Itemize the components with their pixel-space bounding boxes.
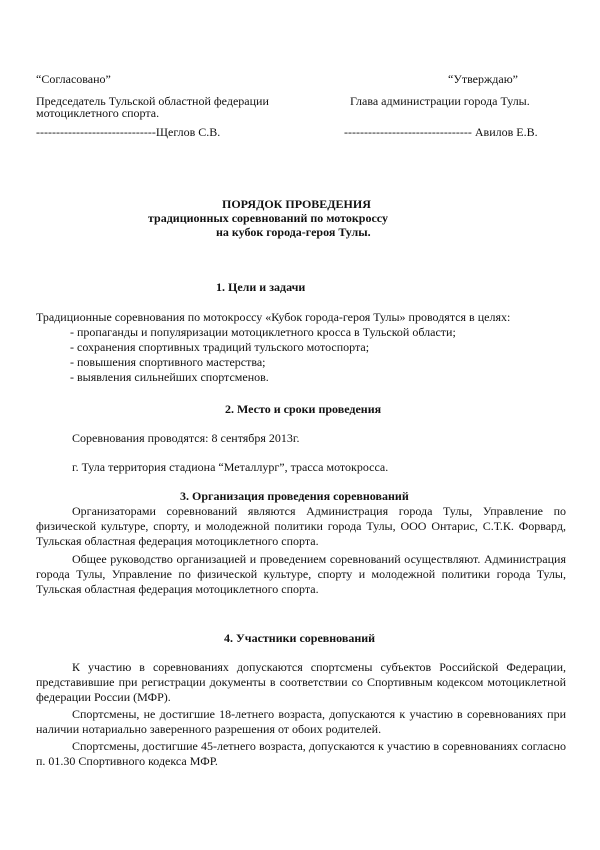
- approval-left-role-2: мотоциклетного спорта.: [36, 106, 160, 120]
- section-4-paragraph-3: Спортсмены, достигшие 45-летнего возраста, допускаются к участию в соревнованиях согласно п. 01.30 Спортивного кодекса МФР.: [36, 739, 566, 768]
- document-subtitle-2: на кубок города-героя Тулы.: [216, 225, 371, 239]
- section-3-body: [36, 504, 566, 597]
- section-2-place: г. Тула территория стадиона “Металлург”, трасса мотокросса.: [72, 460, 389, 474]
- approval-left-signature: ------------------------------Щеглов С.В.: [36, 125, 221, 139]
- list-item: - повышения спортивного мастерства;: [70, 355, 266, 369]
- approval-right-title: “Утверждаю”: [448, 72, 519, 86]
- approval-right-role: Глава администрации города Тулы.: [350, 94, 530, 108]
- document-title: ПОРЯДОК ПРОВЕДЕНИЯ: [222, 197, 371, 211]
- section-3-heading: 3. Организация проведения соревнований: [180, 489, 409, 503]
- section-4-heading: 4. Участники соревнований: [224, 631, 376, 645]
- section-2-heading: 2. Место и сроки проведения: [225, 402, 382, 416]
- document-subtitle-1: традиционных соревнований по мотокроссу: [148, 211, 388, 225]
- section-1-list: [70, 325, 456, 385]
- approval-left-title: “Согласовано”: [36, 72, 111, 86]
- section-1-intro: Традиционные соревнования по мотокроссу «Кубок города-героя Тулы» проводятся в целях:: [36, 310, 511, 324]
- section-4-paragraph-1: К участию в соревнованиях допускаются спортсмены субъектов Российской Федерации, представившие при регистрации документы в соответствии со Спортивным кодексом мотоциклетной федерации России (МФР).: [36, 660, 566, 704]
- section-1-heading: 1. Цели и задачи: [216, 280, 306, 294]
- list-item: - пропаганды и популяризации мотоциклетного кросса в Тульской области;: [70, 325, 456, 339]
- section-4-paragraph-2: Спортсмены, не достигшие 18-летнего возраста, допускаются к участию в соревнованиях при наличии нотариально заверенного разрешения от обоих родителей.: [36, 707, 566, 736]
- list-item: - выявления сильнейших спортсменов.: [70, 370, 269, 384]
- section-3-paragraph-2: Общее руководство организацией и проведением соревнований осуществляют. Администрация города Тулы, Управление по физической культуре, спорту и молодежной политики города Тулы, Тульская областная федерация мотоциклетного спорта.: [36, 552, 566, 596]
- section-3-paragraph-1: Организаторами соревнований являются Администрация города Тулы, Управление по физической культуре, спорту, и молодежной политики города Тулы, ООО Онтарис, С.Т.К. Форвард, Тульская областная федерация мотоциклетного спорта.: [36, 504, 566, 548]
- section-2-date: Соревнования проводятся: 8 сентября 2013г.: [72, 431, 300, 445]
- list-item: - сохранения спортивных традиций тульского мотоспорта;: [70, 340, 370, 354]
- section-4-body: [36, 660, 566, 769]
- approval-right-signature: -------------------------------- Авилов Е.В.: [344, 125, 538, 139]
- approval-left-role-1: Председатель Тульской областной федерации: [36, 94, 269, 108]
